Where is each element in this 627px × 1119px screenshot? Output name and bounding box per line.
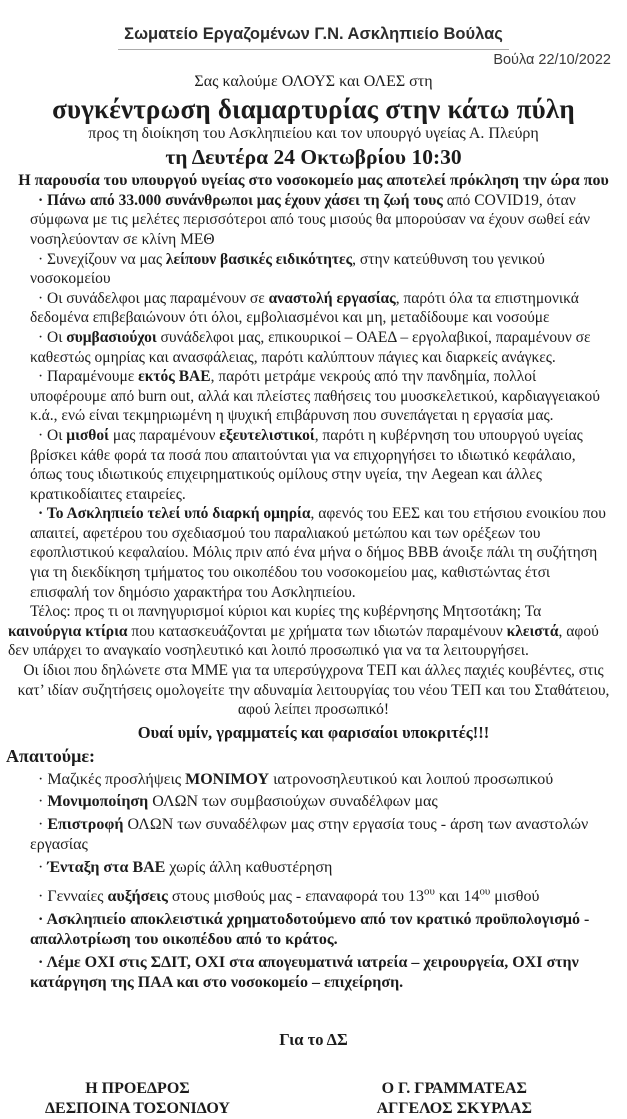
- signature-role: Ο Γ. ΓΡΑΜΜΑΤΕΑΣ: [381, 1080, 527, 1098]
- demand-item: · Γενναίες αυξήσεις στους μισθούς μας - επαναφορά του $13^{o\upsilon}$ και $14^{o\upsilon}$ μισθού: [38, 885, 540, 906]
- signature-name: ΑΓΓΕΛΟΣ ΣΚΥΡΛΑΣ: [376, 1100, 532, 1118]
- issue-item: · Οι μισθοί μας παραμένουν εξευτελιστικοί, παρότι η κυβέρνηση του υπουργού υγείας βρίσκει κάθε φορά τα ποσά που απαιτούνται για να επιχορηγήσει το ιδιωτικό κεφάλαιο, όπως τους ιδιωτικούς επιχειρηματικούς ομίλους στην υγεία, την Aegean και άλλες κρατικοδίαιτες εταιρείες.: [30, 426, 583, 503]
- org-title-row: [0, 25, 627, 50]
- intro-statement: Η παρουσία του υπουργού υγείας στο νοσοκομείο μας αποτελεί πρόκληση την ώρα που: [18, 171, 609, 189]
- closing-centered-paragraph: Οι ίδιοι που δηλώνετε στα ΜΜΕ για τα υπερσύγχρονα ΤΕΠ και άλλες παχιές κουβέντες, στις κατ’ ιδίαν συζητήσεις ομολογείτε την αδυναμία λειτουργίας του νέου ΤΕΠ και του Σταθάτειου, αφού λείπει προσωπικό!: [17, 662, 610, 719]
- issues-list: [0, 191, 627, 602]
- for-board-line: Για το ΔΣ: [279, 1029, 348, 1049]
- page-title: συγκέντρωση διαμαρτυρίας στην κάτω πύλη: [52, 93, 575, 124]
- issue-item: · Πάνω από 33.000 συνάνθρωποι μας έχουν χάσει τη ζωή τους από COVID19, όταν σύμφωνα με τις μελέτες περισσότεροι από τους μισούς θα μπορούσαν να έχουν σωθεί εάν νοσηλεύονταν σε κλίνη ΜΕΘ: [30, 191, 591, 248]
- issue-item: · Οι συνάδελφοι μας παραμένουν σε αναστολή εργασίας, παρότι όλα τα επιστημονικά δεδομένα επιβεβαιώνουν ότι όλοι, εμβολιασμένοι και μη, μεταδίδουμε και νοσούμε: [30, 289, 579, 327]
- issue-item: · Το Ασκληπιείο τελεί υπό διαρκή ομηρία, αφενός του ΕΕΣ και του ετήσιου ενοικίου που απαιτεί, αφετέρου του σχεδιασμού του παραλιακού μετώπου και των ορέξεων του εφοπλιστικού κεφαλαίου. Μόλις πριν από ένα μήνα ο δήμος ΒΒΒ άνοιξε πάλι τη συζήτηση για τη διεκδίκηση τμήματος του οικοπέδου του νοσοκομείου μας, καθιστώντας έτσι επισφαλή τον δημόσιο χαρακτήρα του Ασκληπιείου.: [30, 505, 606, 601]
- subtitle: προς τη διοίκηση του Ασκληπιείου και τον υπουργό υγείας Α. Πλεύρη: [88, 124, 539, 142]
- demand-item: · Ένταξη στα ΒΑΕ χωρίς άλλη καθυστέρηση: [38, 858, 333, 876]
- demand-item: · Επιστροφή ΟΛΩΝ των συναδέλφων μας στην εργασία τους - άρση των αναστολών εργασίας: [30, 815, 589, 854]
- demand-item: · Μονιμοποίηση ΟΛΩΝ των συμβασιούχων συναδέλφων μας: [38, 793, 438, 811]
- signature-role: Η ΠΡΟΕΔΡΟΣ: [85, 1080, 190, 1098]
- event-datetime: τη Δευτέρα 24 Οκτωβρίου 10:30: [165, 144, 462, 169]
- issue-item: · Παραμένουμε εκτός ΒΑΕ, παρότι μετράμε νεκρούς από την πανδημία, πολλοί υποφέρουμε από burn out, αλλά και πλείστες παθήσεις του μυοσκελετικού, καρδιαγγειακού κ.ά., ενώ είναι τεκμηριωμένη η ψυχική επιβάρυνση που συνεπάγεται η εργασία μας.: [30, 368, 600, 425]
- place-date: Βούλα 22/10/2022: [493, 51, 611, 68]
- org-title: Σωματείο Εργαζομένων Γ.Ν. Ασκληπιείο Βούλας: [118, 25, 509, 50]
- issue-item: · Συνεχίζουν να μας λείπουν βασικές ειδικότητες, στην κατεύθυνση του γενικού νοσοκομείου: [30, 250, 545, 288]
- invite-line: Σας καλούμε ΟΛΟΥΣ και ΟΛΕΣ στη: [194, 73, 433, 91]
- issue-item: · Οι συμβασιούχοι συνάδελφοι μας, επικουρικοί – ΟΑΕΔ – εργολαβικοί, παραμένουν σε καθεστώς ομηρίας και ανασφάλειας, παρότι καλύπτουν πάγιες και διαρκείς ανάγκες.: [30, 328, 591, 366]
- signature-left: [45, 1079, 230, 1119]
- demands-heading: Απαιτούμε:: [6, 745, 96, 766]
- signature-block: [45, 1079, 532, 1119]
- closing-paragraph: Τέλος: προς τι οι πανηγυρισμοί κύριοι και κυρίες της κυβέρνησης Μητσοτάκη; Τα καινούργια κτίρια που κατασκευάζονται με χρήματα των ιδιωτών παραμένουν κλειστά, αφού δεν υπάρχει το αναγκαίο νοσηλευτικό και λοιπό προσωπικό για να τα λειτουργήσει.: [8, 603, 599, 660]
- demand-item: · Λέμε ΟΧΙ στις ΣΔΙΤ, ΟΧΙ στα απογευματινά ιατρεία – χειρουργεία, ΟΧΙ στην κατάργηση της ΠΑΑ και στο νοσοκομείο – επιχείρηση.: [30, 953, 579, 992]
- signature-name: ΔΕΣΠΟΙΝΑ ΤΟΣΟΝΙΔΟΥ: [45, 1100, 230, 1118]
- exclamation-line: Ουαί υμίν, γραμματείς και φαρισαίοι υποκριτές!!!: [137, 722, 490, 742]
- demand-item: · Μαζικές προσλήψεις ΜΟΝΙΜΟΥ ιατρονοσηλευτικού και λοιπού προσωπικού: [38, 770, 554, 788]
- demand-item: · Ασκληπιείο αποκλειστικά χρηματοδοτούμενο από τον κρατικό προϋπολογισμό - απαλλοτρίωση του οικοπέδου από το κράτος.: [30, 910, 590, 949]
- signature-right: [377, 1079, 532, 1119]
- demands-list: [0, 770, 627, 994]
